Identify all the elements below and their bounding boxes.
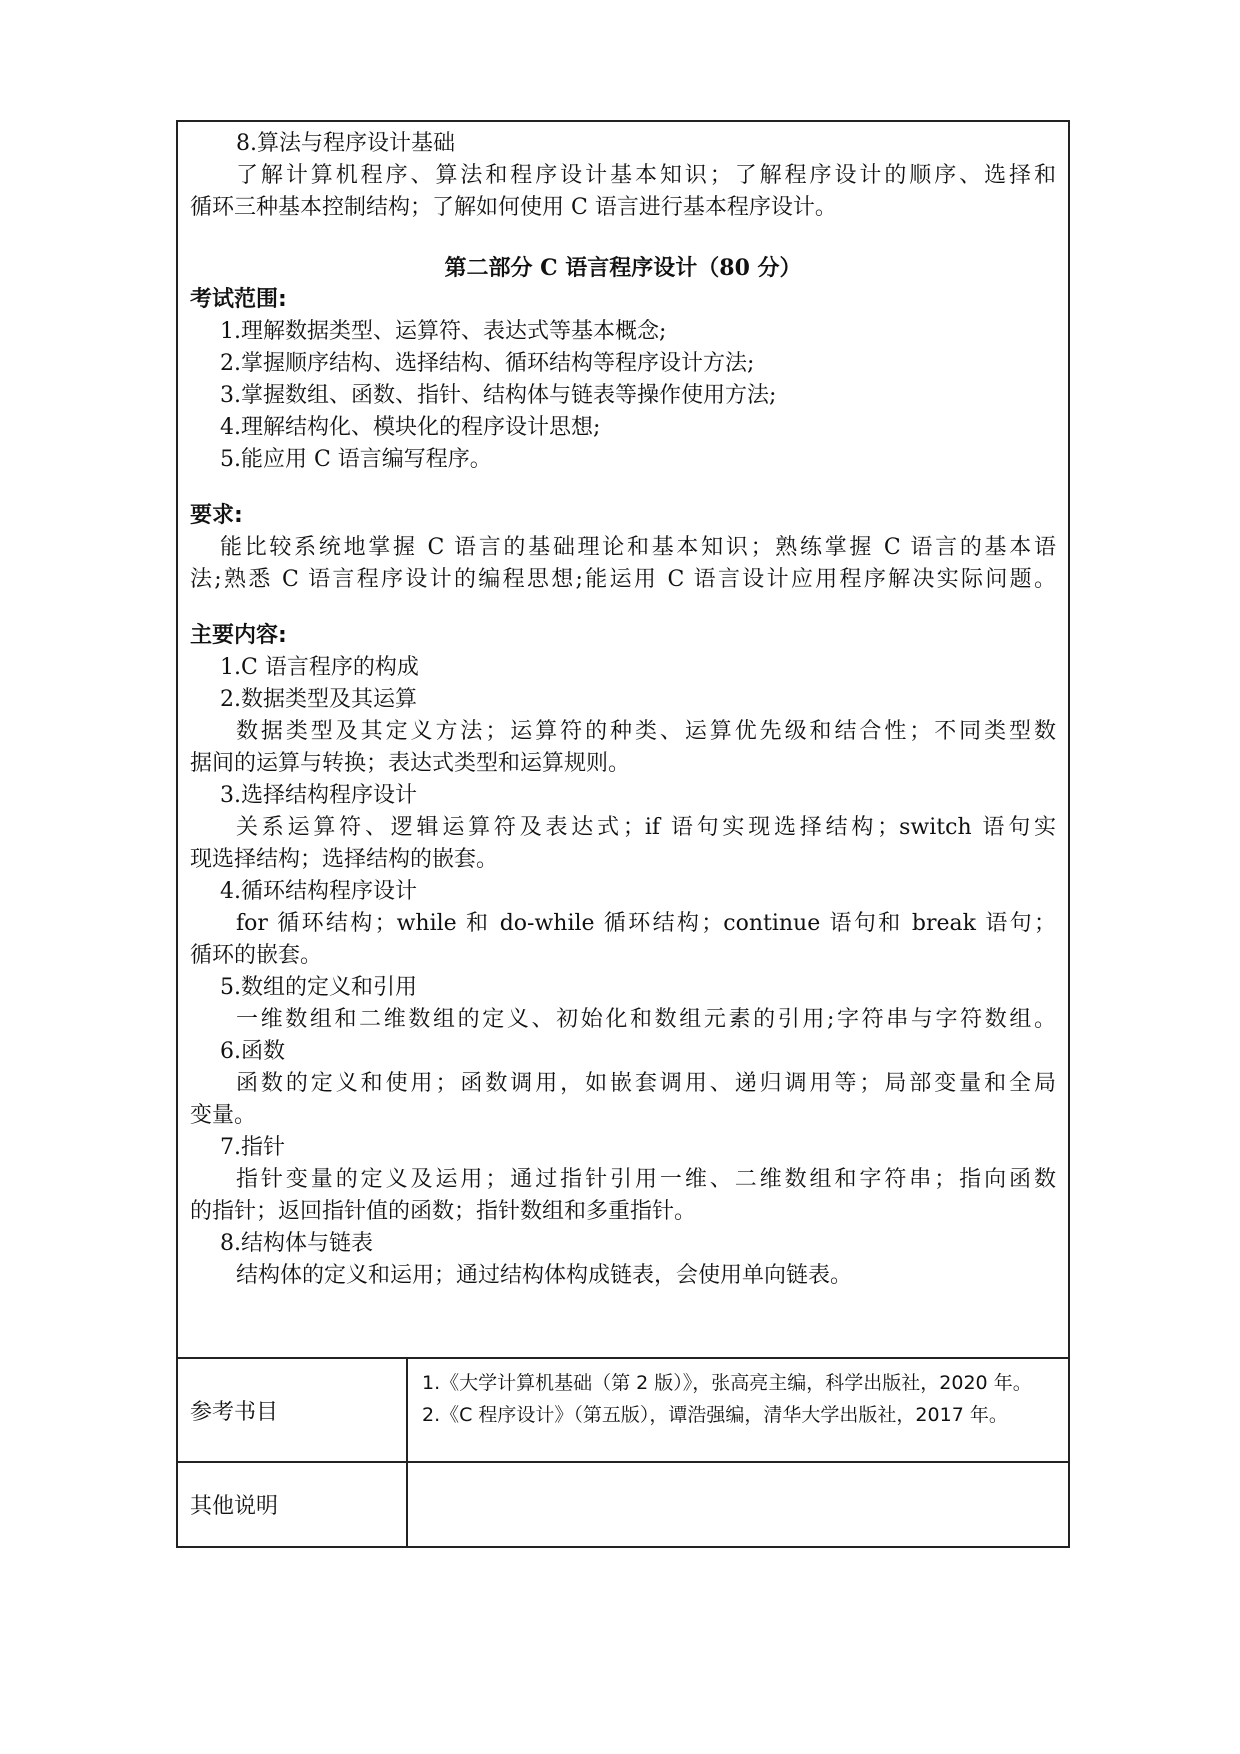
- requirements-line2: 法;熟悉 C 语言程序设计的编程思想;能运用 C 语言设计应用程序解决实际问题。: [190, 567, 1056, 592]
- other-notes-row: [178, 1463, 1068, 1546]
- content-item-2-title: 2.数据类型及其运算: [220, 687, 417, 712]
- content-item-5-line1: 一维数组和二维数组的定义、初始化和数组元素的引用;字符串与字符数组。: [236, 1007, 1056, 1032]
- scope-item-5: 5.能应用 C 语言编写程序。: [220, 447, 492, 472]
- content-item-7-title: 7.指针: [220, 1135, 285, 1160]
- syllabus-table: [176, 120, 1070, 1548]
- content-item-7-line2: 的指针；返回指针值的函数；指针数组和多重指针。: [190, 1199, 697, 1224]
- other-notes-label: 其他说明: [178, 1463, 408, 1546]
- scope-item-1: 1.理解数据类型、运算符、表达式等基本概念;: [220, 319, 667, 344]
- content-item-6-line2: 变量。: [190, 1103, 257, 1128]
- content-item-2-line2: 据间的运算与转换；表达式类型和运算规则。: [190, 751, 631, 776]
- scope-item-4: 4.理解结构化、模块化的程序设计思想;: [220, 415, 601, 440]
- part1-item8-title: 8.算法与程序设计基础: [236, 131, 455, 156]
- part1-item8-desc-line1: 了解计算机程序、算法和程序设计基本知识；了解程序设计的顺序、选择和: [236, 163, 1056, 188]
- content-item-6-title: 6.函数: [220, 1039, 285, 1064]
- content-item-8-line1: 结构体的定义和运用；通过结构体构成链表，会使用单向链表。: [236, 1263, 853, 1288]
- content-item-4-line2: 循环的嵌套。: [190, 943, 323, 968]
- content-item-5-title: 5.数组的定义和引用: [220, 975, 417, 1000]
- content-item-3-title: 3.选择结构程序设计: [220, 783, 417, 808]
- requirements-line1: 能比较系统地掌握 C 语言的基础理论和基本知识；熟练掌握 C 语言的基本语: [220, 535, 1056, 560]
- content-item-3-line2: 现选择结构；选择结构的嵌套。: [190, 847, 499, 872]
- requirements-label: 要求:: [190, 503, 243, 528]
- references-list: [408, 1359, 1068, 1461]
- scope-label: 考试范围:: [190, 287, 287, 312]
- part1-item8-desc-line2: 循环三种基本控制结构；了解如何使用 C 语言进行基本程序设计。: [190, 195, 837, 220]
- content-item-7-line1: 指针变量的定义及运用；通过指针引用一维、二维数组和字符串；指向函数: [236, 1167, 1056, 1192]
- content-item-4-line1: for 循环结构；while 和 do-while 循环结构；continue 语句和 break 语句；: [236, 911, 1056, 936]
- content-item-2-line1: 数据类型及其定义方法；运算符的种类、运算优先级和结合性；不同类型数: [236, 719, 1056, 744]
- syllabus-content-cell: [178, 122, 1068, 1359]
- content-item-8-title: 8.结构体与链表: [220, 1231, 373, 1256]
- reference-item-1: 1.《大学计算机基础（第 2 版）》，张高亮主编，科学出版社，2020 年。: [422, 1372, 1032, 1394]
- content-item-6-line1: 函数的定义和使用；函数调用，如嵌套调用、递归调用等；局部变量和全局: [236, 1071, 1056, 1096]
- references-label: 参考书目: [178, 1359, 408, 1461]
- references-row: [178, 1359, 1068, 1463]
- part2-title: 第二部分 C 语言程序设计（80 分）: [444, 255, 802, 281]
- scope-item-2: 2.掌握顺序结构、选择结构、循环结构等程序设计方法;: [220, 351, 755, 376]
- content-item-1-title: 1.C 语言程序的构成: [220, 655, 419, 680]
- content-item-3-line1: 关系运算符、逻辑运算符及表达式；if 语句实现选择结构；switch 语句实: [236, 815, 1056, 840]
- content-item-4-title: 4.循环结构程序设计: [220, 879, 417, 904]
- other-notes-value: [408, 1463, 1068, 1546]
- content-label: 主要内容:: [190, 623, 287, 648]
- reference-item-2: 2.《C 程序设计》（第五版），谭浩强编，清华大学出版社，2017 年。: [422, 1404, 1008, 1426]
- scope-item-3: 3.掌握数组、函数、指针、结构体与链表等操作使用方法;: [220, 383, 777, 408]
